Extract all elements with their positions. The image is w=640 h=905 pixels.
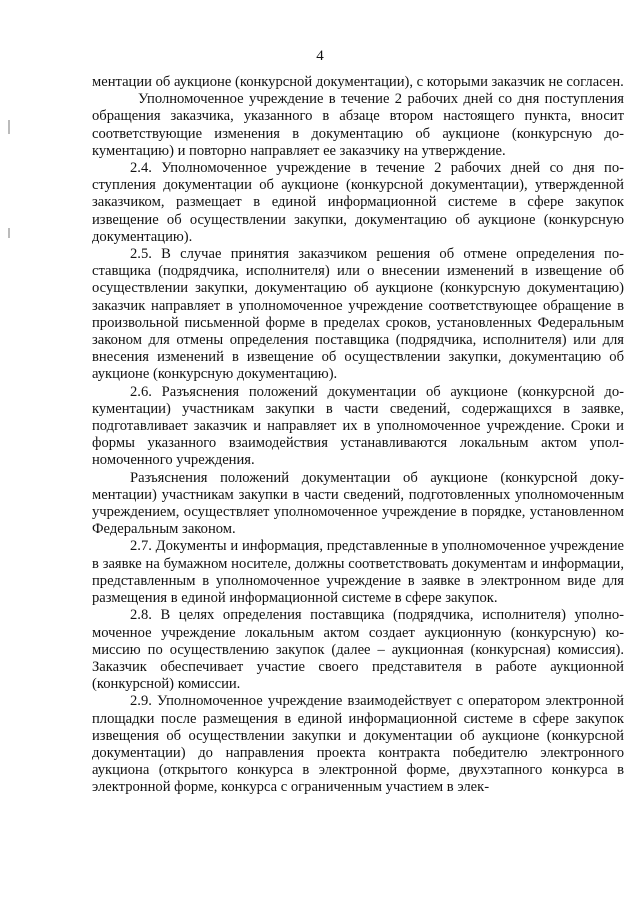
paragraph-2-7: 2.7. Документы и информация, представленные в уполномоченное учреждение в заявке на бумажном носителе, должны соответствовать документам и информации, представленным в уполномоченное учреждение в заявке в электронном виде для размещения в единой информационной системе в сфере закупок. bbox=[92, 538, 624, 607]
paragraph: Уполномоченное учреждение в течение 2 рабочих дней со дня поступления обращения заказчика, указанного в абзаце втором настоящего пункта, вносит соответствующие изменения в документацию об аукционе (конкурсную документацию) и повторно направляет ее заказчику на утверждение. bbox=[92, 91, 624, 159]
scan-artifact bbox=[8, 228, 10, 238]
paragraph-2-4: 2.4. Уполномоченное учреждение в течение 2 рабочих дней со дня поступления документации об аукционе (конкурсной документации), утвержденной заказчиком, размещает в единой информационной системе в сфере закупок извещение об осуществлении закупки, документацию об аукционе (конкурсную документацию). bbox=[92, 160, 624, 245]
paragraph-2-6: 2.6. Разъяснения положений документации об аукционе (конкурсной документации) участникам закупки в части сведений, содержащихся в заявке, подготавливает заказчик и направляет их в уполномоченное учреждение. Сроки и формы указанного взаимодействия устанавливаются локальным актом уполномоченного учреждения. bbox=[92, 383, 624, 469]
document-body bbox=[92, 74, 624, 797]
page-number: 4 bbox=[316, 48, 324, 64]
scan-artifact bbox=[8, 120, 10, 134]
paragraph-continuation: ментации об аукционе (конкурсной документации), с которыми заказчик не согласен. bbox=[92, 74, 624, 90]
paragraph-2-5: 2.5. В случае принятия заказчиком решения об отмене определения поставщика (подрядчика, исполнителя) или о внесении изменений в извещение об осуществлении закупки, документацию об аукционе (конкурсную документацию) заказчик направляет в уполномоченное учреждение соответствующее обращение в произвольной письменной форме в пределах сроков, установленных Федеральным законом для отмены определения поставщика (подрядчика, исполнителя) или для внесения изменений в извещение об осуществлении закупки, документацию об аукционе (конкурсную документацию). bbox=[92, 246, 624, 383]
paragraph: Разъяснения положений документации об аукционе (конкурсной документации) участникам закупки в части сведений, подготовленных уполномоченным учреждением, осуществляет уполномоченное учреждение в порядке, установленном Федеральным законом. bbox=[92, 469, 624, 538]
paragraph-2-8: 2.8. В целях определения поставщика (подрядчика, исполнителя) уполномоченное учреждение локальным актом создает аукционную (конкурсную) комиссию по осуществлению закупок (далее – аукционная (конкурсная) комиссия). Заказчик обеспечивает участие своего представителя в работе аукционной (конкурсной) комиссии. bbox=[92, 607, 624, 693]
paragraph-2-9: 2.9. Уполномоченное учреждение взаимодействует с оператором электронной площадки после размещения в единой информационной системе в сфере закупок извещения об осуществлении закупки и документации об аукционе (конкурсной документации) до направления проекта контракта победителю электронного аукциона (открытого конкурса в электронной форме, двухэтапного конкурса в электронной форме, конкурса с ограниченным участием в элек- bbox=[92, 693, 624, 796]
